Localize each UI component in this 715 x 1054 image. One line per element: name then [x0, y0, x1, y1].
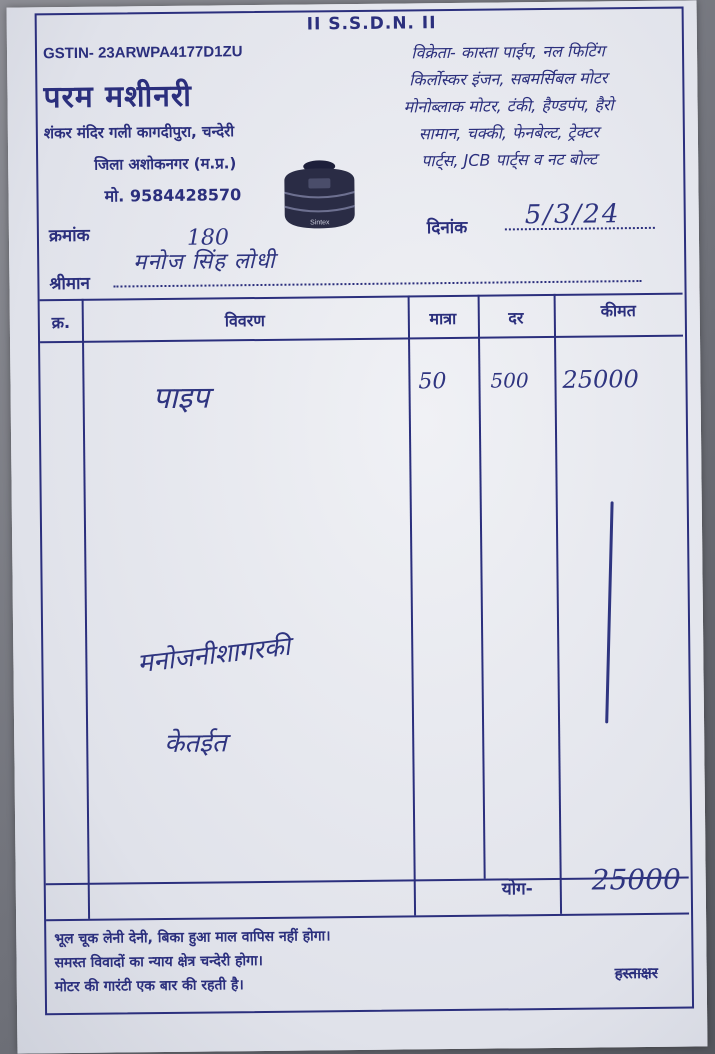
item-amount: 25000: [562, 365, 639, 394]
column-header-amount: कीमत: [600, 301, 636, 321]
total-label: योग-: [501, 879, 533, 900]
signature-label: हस्ताक्षर: [614, 963, 658, 983]
item-quantity: 50: [418, 369, 447, 395]
terms-line: भूल चूक लेनी देनी, बिका हुआ माल वापिस नहीं होगा।: [54, 928, 331, 948]
column-header-sn: क्र.: [51, 312, 71, 333]
bill-number-label: क्रमांक: [48, 225, 90, 247]
terms-block: [54, 924, 331, 999]
svg-text:Sintex: Sintex: [310, 219, 330, 227]
bill-number-value: 180: [186, 225, 230, 251]
motto: II S.S.D.N. II: [306, 13, 437, 35]
column-header-rate: दर: [508, 308, 524, 328]
seller-line: सामान, चक्की, फेनबेल्ट, ट्रेक्टर: [418, 122, 600, 144]
bill-sheet: [7, 0, 708, 1053]
address-line-1: शंकर मंदिर गली कागदीपुरा, चन्देरी: [43, 122, 235, 143]
date-value: 5/3/24: [524, 199, 621, 231]
customer-label: श्रीमान: [49, 273, 90, 295]
bill-paper: [7, 0, 708, 1053]
column-header-quantity: मात्रा: [429, 308, 457, 329]
handwritten-note-line-2: केतईत: [164, 728, 227, 760]
item-rate: 500: [490, 368, 529, 393]
item-description: पाइप: [152, 380, 210, 417]
firm-name: परम मशीनरी: [43, 78, 193, 116]
gstin: GSTIN- 23ARWPA4177D1ZU: [42, 43, 243, 63]
seller-line: पार्ट्स, JCB पार्ट्स व नट बोल्ट: [421, 149, 598, 171]
total-value: 25000: [591, 862, 681, 897]
terms-line: मोटर की गारंटी एक बार की रहती है।: [54, 977, 244, 996]
seller-line: विक्रेता- कास्ता पाईप, नल फिटिंग: [411, 41, 605, 63]
address-line-2: जिला अशोकनगर (म.प्र.): [94, 154, 237, 174]
seller-line: किर्लोस्कर इंजन, सबमर्सिबल मोटर: [409, 68, 608, 90]
terms-line: समस्त विवादों का न्याय क्षेत्र चन्देरी होगा।: [54, 953, 264, 972]
phone-number: मो. 9584428570: [104, 185, 242, 206]
date-label: दिनांक: [426, 217, 468, 239]
seller-line: मोनोब्लाक मोटर, टंकी, हैण्डपंप, हैरो: [403, 95, 614, 117]
column-header-description: विवरण: [224, 310, 265, 331]
handwritten-note-line-1: मनोजनीशागरकी: [135, 631, 292, 680]
seller-description: [343, 37, 674, 175]
water-tank-icon: [278, 152, 361, 233]
customer-name: मनोज सिंह लोधी: [133, 248, 276, 276]
